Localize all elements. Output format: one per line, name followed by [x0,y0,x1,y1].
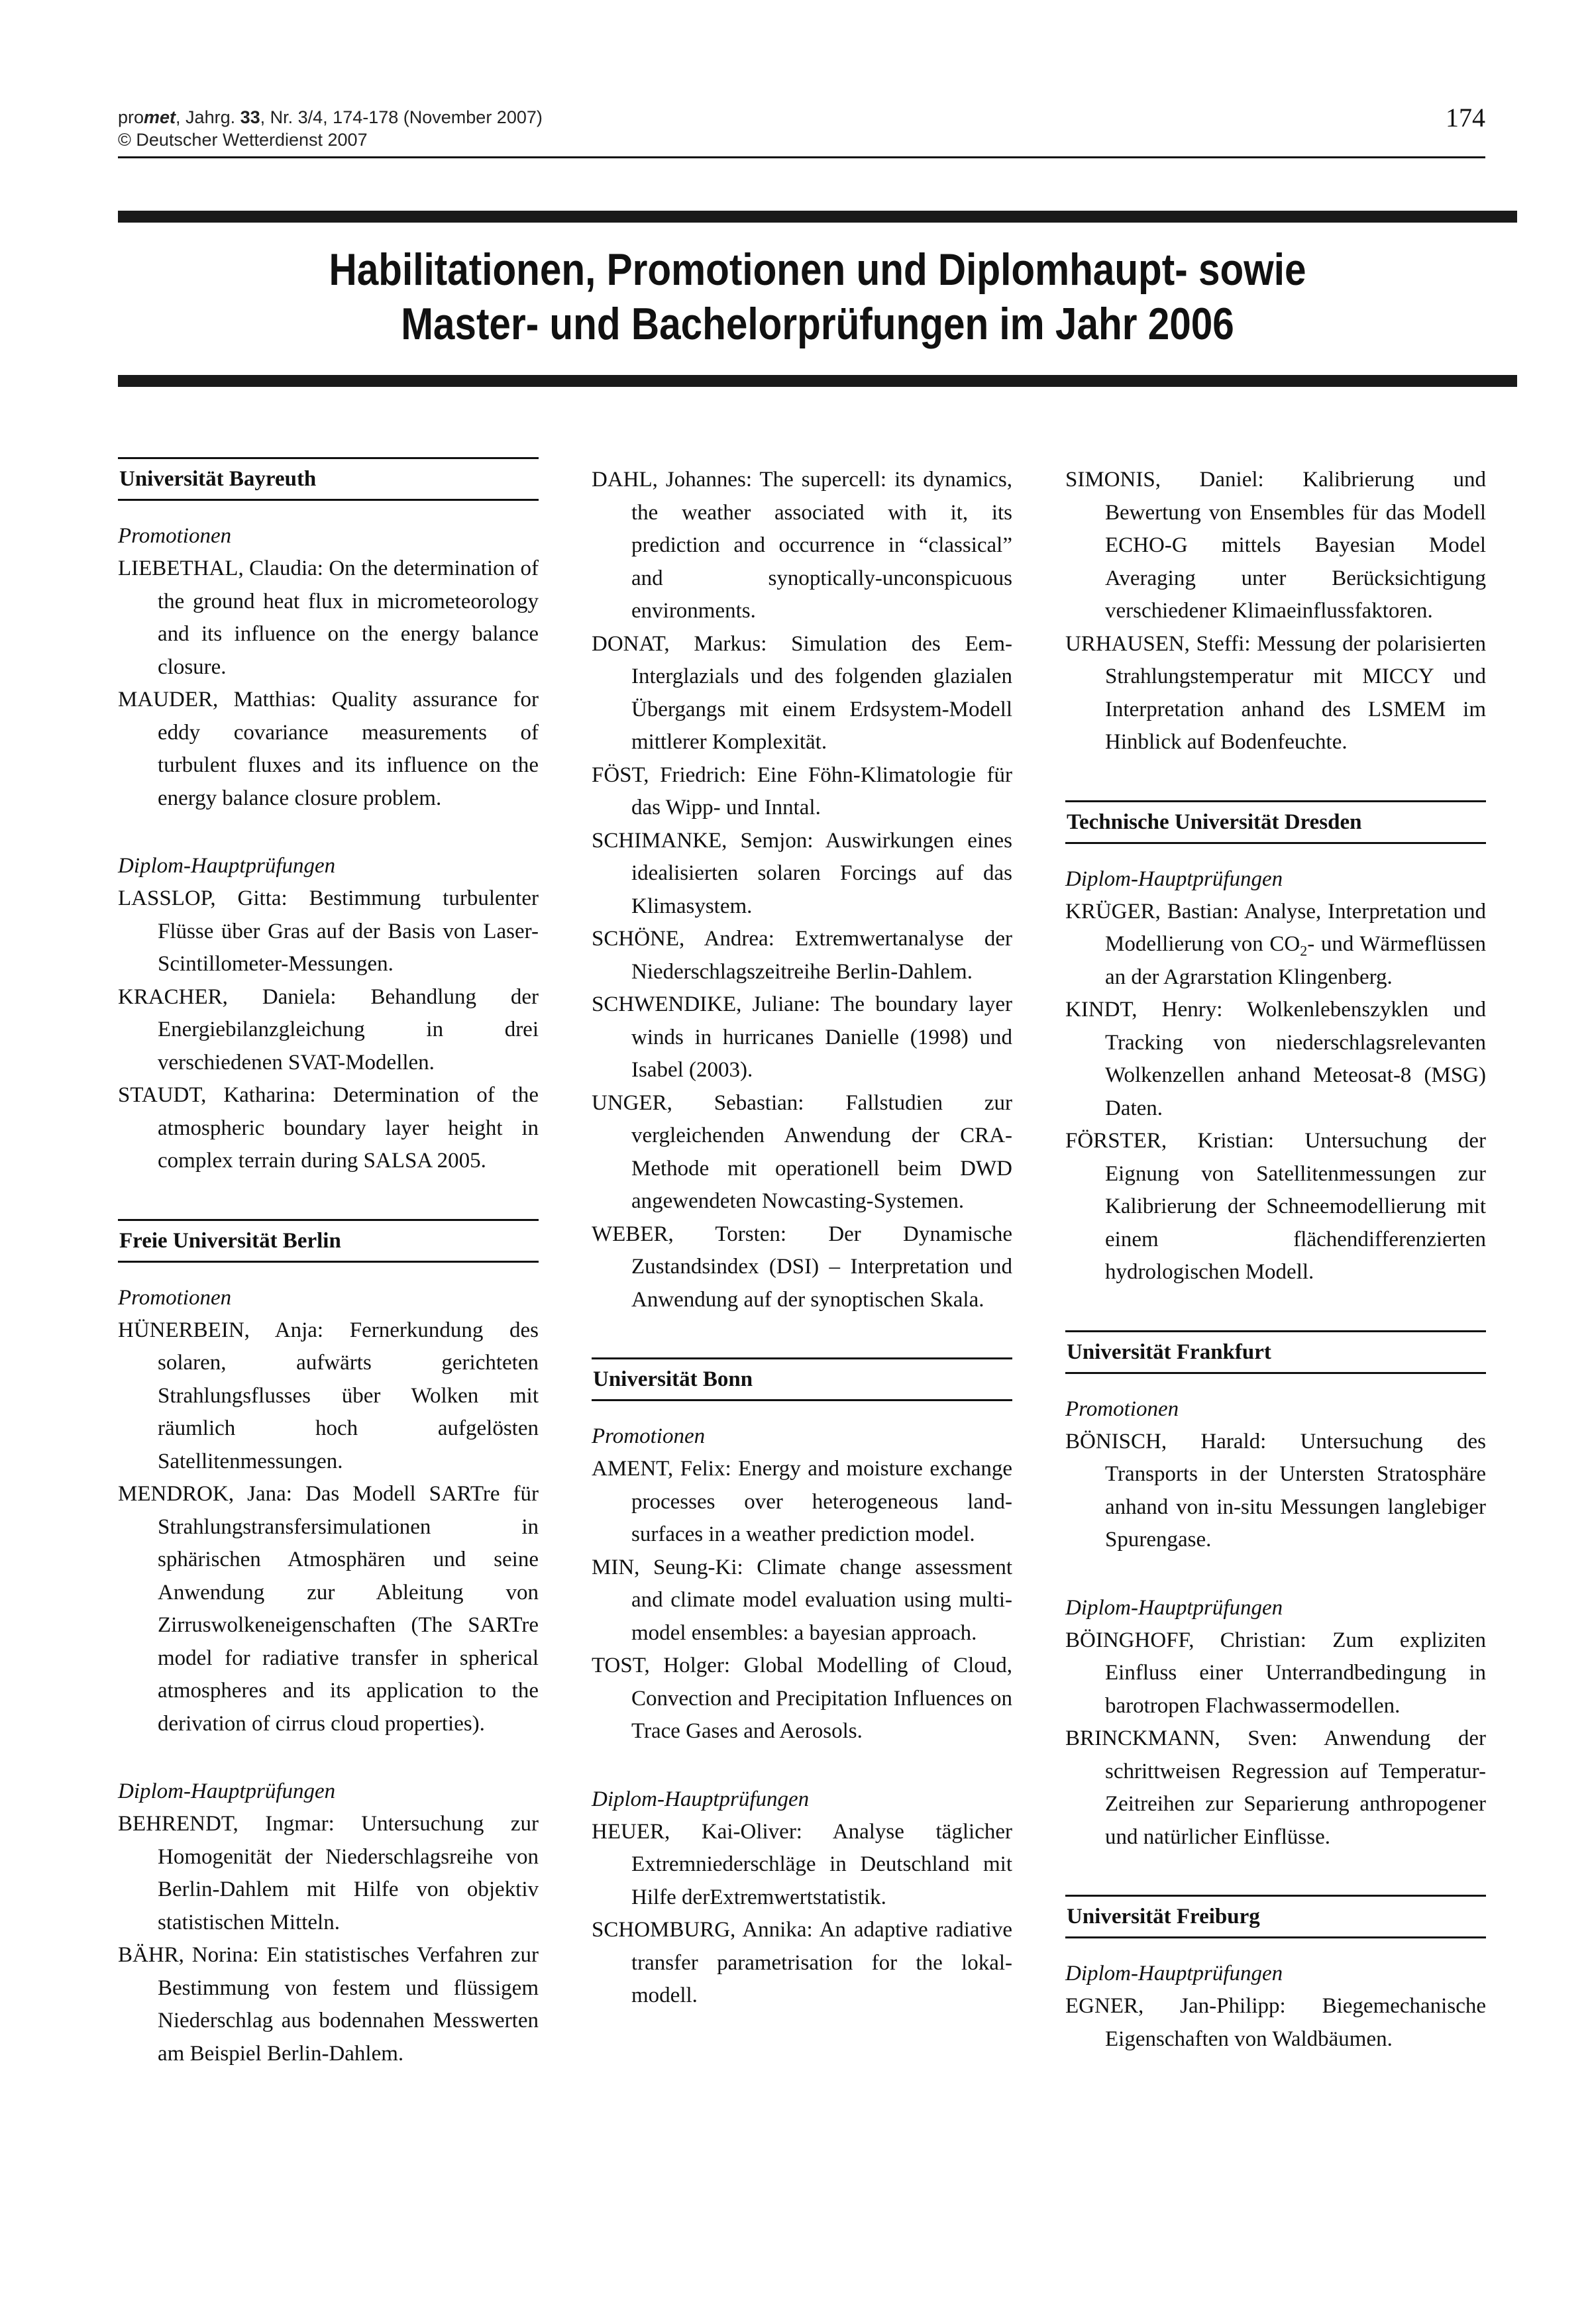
list-item: FÖRSTER, Kristian: Untersuchung der Eignung von Satellitenmessungen zur Kalibrierung der Schneemodellierung mit einem flächendifferenzierten hydrologischen Modell. [1065,1129,1486,1284]
journal-jahrg: , Jahrg. [176,107,240,127]
subheading-diplom: Diplom-Hauptprüfungen [118,854,336,878]
list-item: BÖINGHOFF, Christian: Zum expliziten Einfluss einer Unterrandbedingung in barotropen Flachwassermodellen. [1065,1628,1486,1718]
subheading-diplom: Diplom-Hauptprüfungen [1065,1595,1283,1620]
page-title [216,242,1419,351]
list-item: SCHWENDIKE, Juliane: The boundary layer winds in hurricanes Danielle (1998) und Isabel (2003). [592,992,1012,1082]
list-item: MENDROK, Jana: Das Modell SARTre für Strahlungstransfersimulationen in sphärischen Atmosphären und seine Anwendung zur Ableitung von Zirruswolkeneigenschaften (The SARTre model for radiative transfer in spherical atmospheres and its application to the derivation of cirrus cloud properties). [118,1482,539,1736]
subheading-promotionen: Promotionen [118,524,232,548]
section-heading-dresden: Technische Universität Dresden [1065,800,1486,844]
list-item: BEHRENDT, Ingmar: Untersuchung zur Homogenität der Niederschlagsreihe von Berlin-Dahlem mit Hilfe von objektiv statistischen Mitteln. [118,1812,539,1934]
list-item: HÜNERBEIN, Anja: Fernerkundung des solaren, aufwärts gerichteten Strahlungsflusses über Wolken mit räumlich hoch aufgelösten Satellitenmessungen. [118,1318,539,1473]
list-item: DAHL, Johannes: The supercell: its dynamics, the weather associated with it, its prediction and occurrence in “classical” and synoptically-unconspicuous environments. [592,468,1012,623]
list-item: TOST, Holger: Global Modelling of Cloud, Convection and Precipitation Influences on Trace Gases and Aerosols. [592,1654,1012,1743]
section-heading-bonn: Universität Bonn [592,1357,1012,1401]
title-rule-top [118,211,1517,223]
title-line-2: Master- und Bachelorprüfungen im Jahr 2006 [401,299,1234,349]
journal-name-pre: pro [118,107,144,127]
list-item: SIMONIS, Daniel: Kalibrierung und Bewertung von Ensembles für das Modell ECHO-G mittels Bayesian Model Averaging unter Berücksichtigung verschiedener Klimaeinflussfaktoren. [1065,468,1486,623]
section-heading-frankfurt: Universität Frankfurt [1065,1330,1486,1374]
list-item: UNGER, Sebastian: Fallstudien zur vergleichenden Anwendung der CRA-Methode mit operationell beim DWD angewendeten Nowcasting-Systemen. [592,1090,1012,1213]
section-heading-freiburg: Universität Freiburg [1065,1895,1486,1938]
subheading-promotionen: Promotionen [592,1424,706,1448]
subheading-promotionen: Promotionen [1065,1397,1179,1421]
subheading-diplom: Diplom-Hauptprüfungen [118,1779,336,1803]
subheading-promotionen: Promotionen [118,1285,232,1310]
copyright-line: © Deutscher Wetterdienst 2007 [118,130,368,150]
list-item: STAUDT, Katharina: Determination of the atmospheric boundary layer height in complex terrain during SALSA 2005. [118,1083,539,1173]
subheading-diplom: Diplom-Hauptprüfungen [592,1787,810,1811]
list-item: MIN, Seung-Ki: Climate change assessment and climate model evaluation using multi-model ensembles: a bayesian approach. [592,1555,1012,1645]
column-3 [1065,464,1486,2056]
list-item: SCHÖNE, Andrea: Extremwertanalyse der Niederschlagszeitreihe Berlin-Dahlem. [592,927,1012,984]
list-item: KRACHER, Daniela: Behandlung der Energiebilanzgleichung in drei verschiedenen SVAT-Modellen. [118,984,539,1075]
section-heading-berlin: Freie Universität Berlin [118,1219,539,1263]
running-header [118,103,1485,151]
journal-citation [118,106,1485,129]
list-item: FÖST, Friedrich: Eine Föhn-Klimatologie für das Wipp- und Inntal. [592,763,1012,819]
journal-volume: 33 [240,107,260,127]
section-heading-bayreuth: Universität Bayreuth [118,457,539,501]
subheading-diplom: Diplom-Hauptprüfungen [1065,867,1283,891]
column-2 [592,464,1012,2013]
title-rule-bottom [118,375,1517,387]
title-line-1: Habilitationen, Promotionen und Diplomhaupt- sowie [329,244,1306,295]
list-item: BÖNISCH, Harald: Untersuchung des Transports in der Untersten Stratosphäre anhand von in-situ Messungen langlebiger Spurengase. [1065,1429,1486,1552]
list-item: URHAUSEN, Steffi: Messung der polarisierten Strahlungstemperatur mit MICCY und Interpretation anhand des LSMEM im Hinblick auf Bodenfeuchte. [1065,631,1486,754]
list-item: LIEBETHAL, Claudia: On the determination of the ground heat flux in micrometeorology and its influence on the energy balance closure. [118,556,539,679]
list-item: BÄHR, Norina: Ein statistisches Verfahren zur Bestimmung von festem und flüssigem Niederschlag aus bodennahen Messwerten am Beispiel Berlin-Dahlem. [118,1943,539,2066]
list-item: BRINCKMANN, Sven: Anwendung der schrittweisen Regression auf Temperatur-Zeitreihen zur Separierung anthropogener und natürlicher Einflüsse. [1065,1726,1486,1849]
list-item: HEUER, Kai-Oliver: Analyse täglicher Extremniederschläge in Deutschland mit Hilfe derExtremwertstatistik. [592,1819,1012,1909]
list-item: SCHOMBURG, Annika: An adaptive radiative transfer parametrisation for the lokal-modell. [592,1918,1012,2007]
list-item: AMENT, Felix: Energy and moisture exchange processes over heterogeneous land-surfaces in a weather prediction model. [592,1457,1012,1546]
subheading-diplom: Diplom-Hauptprüfungen [1065,1962,1283,1985]
page-number: 174 [1446,103,1485,132]
list-item: SCHIMANKE, Semjon: Auswirkungen eines idealisierten solaren Forcings auf das Klimasystem. [592,828,1012,918]
list-item: DONAT, Markus: Simulation des Eem-Interglazials und des folgenden glazialen Übergangs mit einem Erdsystem-Modell mittlerer Komplexität. [592,631,1012,754]
header-rule [118,156,1485,158]
journal-issue: , Nr. 3/4, 174-178 (November 2007) [260,107,543,127]
column-1 [118,457,539,2070]
journal-name-em: met [144,107,176,127]
list-item: KRÜGER, Bastian: Analyse, Interpretation und Modellierung von $CO_2-$ und Wärmeflüssen an der Agrarstation Klingenberg. [1065,899,1486,989]
list-item: EGNER, Jan-Philipp: Biegemechanische Eigenschaften von Waldbäumen. [1065,1994,1486,2051]
list-item: LASSLOP, Gitta: Bestimmung turbulenter Flüsse über Gras auf der Basis von Laser-Scintillometer-Messungen. [118,886,539,976]
list-item: MAUDER, Matthias: Quality assurance for eddy covariance measurements of turbulent fluxes and its influence on the energy balance closure problem. [118,688,539,810]
list-item: KINDT, Henry: Wolkenlebenszyklen und Tracking von niederschlagsrelevanten Wolkenzellen anhand Meteosat-8 (MSG) Daten. [1065,998,1486,1120]
list-item: WEBER, Torsten: Der Dynamische Zustandsindex (DSI) – Interpretation und Anwendung auf der synoptischen Skala. [592,1222,1012,1312]
